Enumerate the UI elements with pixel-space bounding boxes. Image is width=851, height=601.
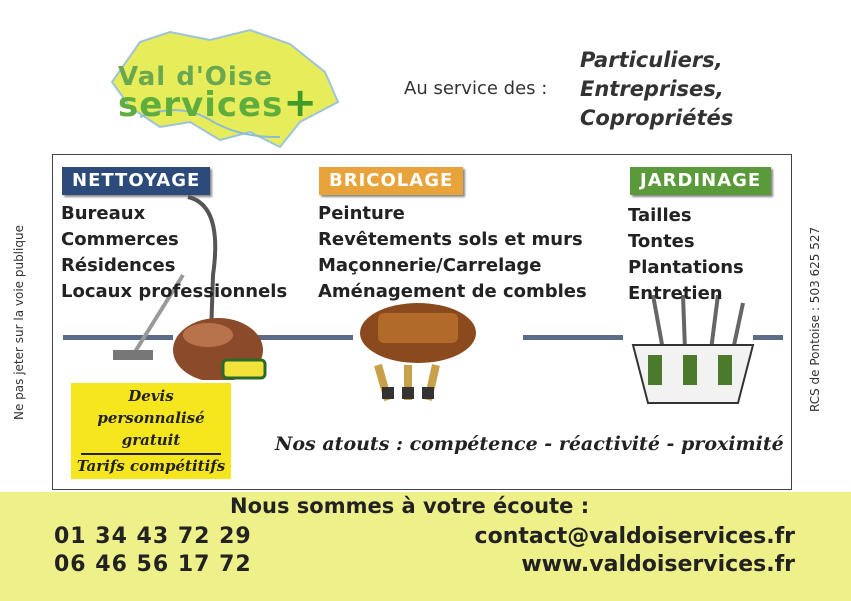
phone-number-1[interactable]: 01 34 43 72 29 xyxy=(54,524,252,549)
phone-number-2[interactable]: 06 46 56 17 72 xyxy=(54,552,252,577)
list-item: Bureaux xyxy=(61,203,146,224)
devis-box xyxy=(71,383,231,479)
list-item: Revêtements sols et murs xyxy=(318,229,583,250)
audience-coproprietes: Copropriétés xyxy=(580,106,734,130)
contact-heading: Nous sommes à votre écoute : xyxy=(230,494,590,518)
nettoyage-items xyxy=(61,201,287,305)
atouts-slogan: Nos atouts : compétence - réactivité - proximité xyxy=(275,433,784,455)
devis-divider xyxy=(81,453,221,455)
category-nettoyage: NETTOYAGE xyxy=(62,167,210,195)
list-item: Aménagement de combles xyxy=(318,281,587,302)
contact-footer xyxy=(0,492,851,601)
list-item: Tontes xyxy=(628,231,695,252)
list-item: Maçonnerie/Carrelage xyxy=(318,255,542,276)
garden-tool-bag-icon xyxy=(623,295,763,405)
devis-line1: Devis xyxy=(128,387,174,405)
list-item: Locaux professionnels xyxy=(61,281,288,302)
email-link[interactable]: contact@valdoiservices.fr xyxy=(474,524,795,549)
list-item: Résidences xyxy=(61,255,176,276)
tool-bag-icon xyxy=(348,295,488,405)
side-note-right: RCS de Pontoise : 503 625 527 xyxy=(808,226,822,412)
category-bricolage: BRICOLAGE xyxy=(319,167,463,195)
list-item: Entretien xyxy=(628,283,723,304)
devis-line3: gratuit xyxy=(121,431,181,449)
list-item: Commerces xyxy=(61,229,179,250)
devis-line2: personnalisé xyxy=(97,409,205,427)
logo-plus-icon: + xyxy=(283,80,318,126)
side-note-left: Ne pas jeter sur la voie publique xyxy=(12,225,26,420)
website-link[interactable]: www.valdoiservices.fr xyxy=(521,552,795,577)
logo-line2 xyxy=(118,80,318,126)
tagline-prefix: Au service des : xyxy=(404,78,548,99)
category-jardinage: JARDINAGE xyxy=(630,167,771,195)
logo-line1: Val d'Oise xyxy=(118,62,273,92)
audience-entreprises: Entreprises, xyxy=(580,77,724,101)
services-panel xyxy=(52,154,792,490)
tagline-audiences xyxy=(580,46,733,133)
bricolage-items xyxy=(318,201,587,305)
logo xyxy=(100,22,360,152)
list-item: Peinture xyxy=(318,203,405,224)
logo-line2-text: services xyxy=(118,85,284,125)
list-item: Plantations xyxy=(628,257,744,278)
list-item: Tailles xyxy=(628,205,692,226)
divider-line xyxy=(523,335,623,340)
jardinage-items xyxy=(628,203,744,307)
audience-particuliers: Particuliers, xyxy=(580,48,723,72)
devis-line4: Tarifs compétitifs xyxy=(76,457,226,475)
